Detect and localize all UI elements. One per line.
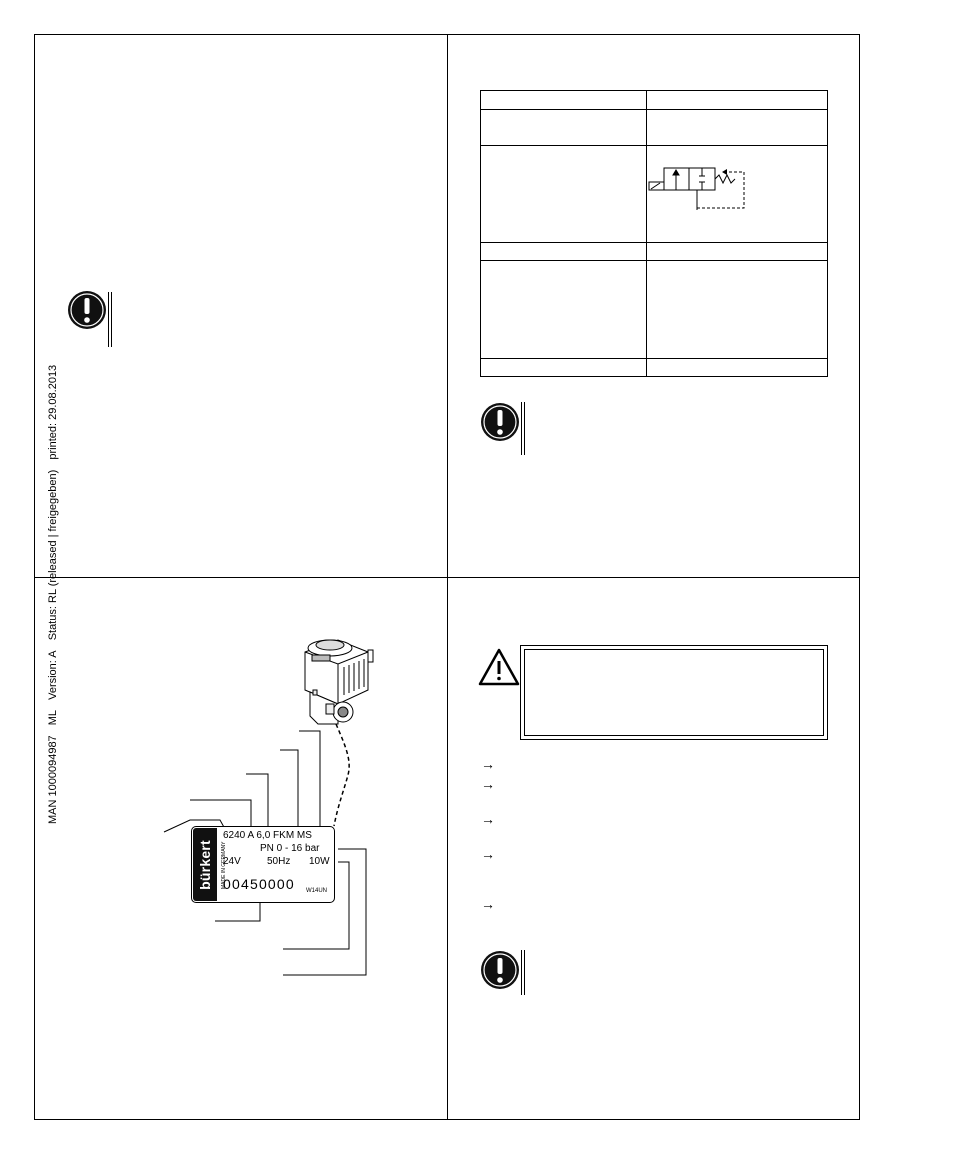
doc-language: ML [47, 709, 59, 726]
brand-origin: MADE IN GERMANY [221, 841, 227, 889]
doc-printed: printed: 29.08.2013 [47, 364, 59, 460]
doc-number: MAN 1000094987 [47, 735, 59, 824]
label-pressure: PN 0 - 16 bar [260, 843, 320, 854]
warning-box-inner [524, 649, 824, 736]
label-power: 10W [309, 856, 330, 867]
list-arrow-icon: → [481, 896, 495, 912]
warning-triangle-icon [478, 648, 520, 686]
valve-illustration [305, 640, 373, 724]
label-frequency: 50Hz [267, 856, 291, 867]
label-ident-number: 00450000 [223, 876, 295, 892]
label-voltage: 24V [223, 856, 241, 867]
doc-version: Version: A [47, 650, 59, 700]
list-arrow-icon: → [481, 846, 495, 862]
list-arrow-icon: → [481, 811, 495, 827]
label-code: W14UN [306, 888, 328, 894]
warning-box [520, 645, 828, 740]
list-arrow-icon: → [481, 756, 495, 772]
brand-logo [193, 828, 217, 901]
brand-name: bürkert [197, 840, 213, 890]
doc-status: Status: RL (released | freigegeben) [47, 469, 59, 641]
type-label-plate [191, 826, 335, 903]
list-arrow-icon: → [481, 776, 495, 792]
label-type-line: 6240 A 6,0 FKM MS [223, 830, 312, 841]
